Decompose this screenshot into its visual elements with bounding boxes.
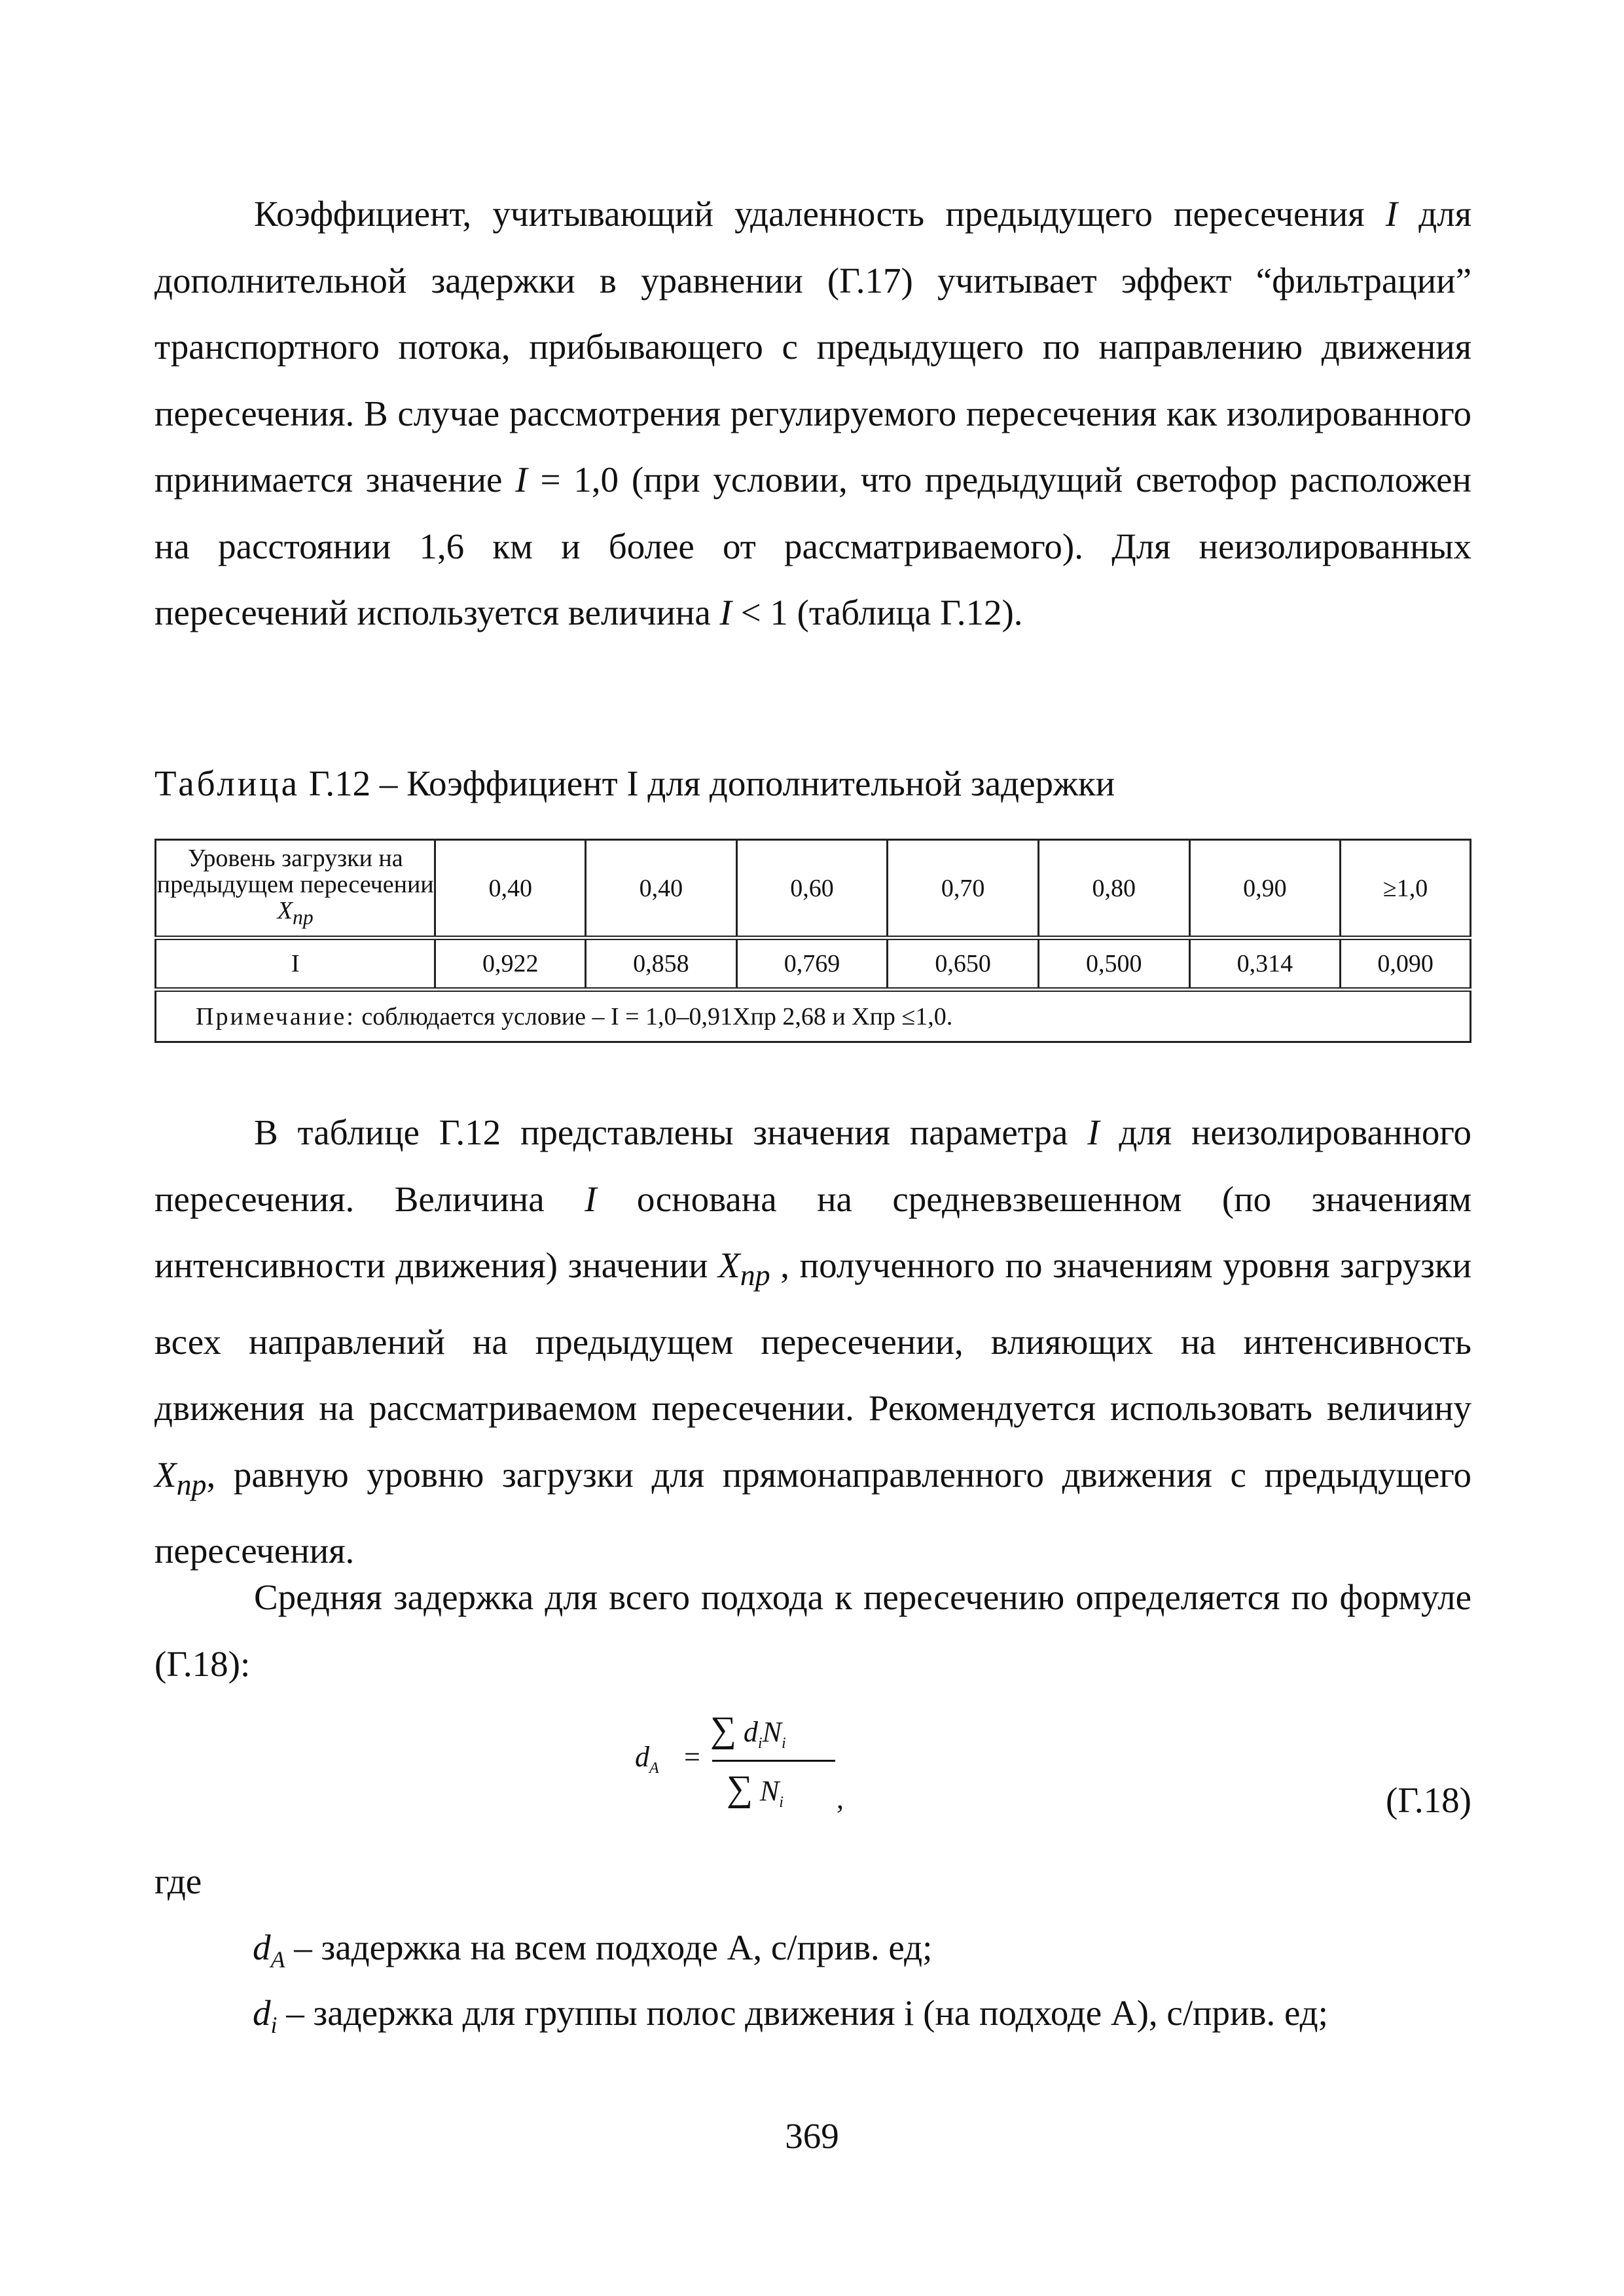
paragraph-filtration-coefficient: Коэффициент, учитывающий удаленность предыдущего пересечения I для дополнительной задержки в уравнении (Г.17) учитывает эффект “фильтрации” транспортного потока, прибывающего с предыдущего по направлению движения пересечения. В случае рассмотрения регулируемого пересечения как изолированного принимается значение I = 1,0 (при условии, что предыдущий светофор расположен на расстоянии 1,6 км и более от рассматриваемого). Для неизолированных пересечений используется величина I < 1 (таблица Г.12). — [154, 194, 1471, 632]
definition-d-i: $d_i$ – задержка для группы полос движения i (на подходе А), с/прив. ед; — [253, 1993, 1328, 2038]
table-row-note — [156, 990, 1471, 1042]
i-value-cell: 0,858 — [586, 938, 737, 990]
i-value-cell: 0,314 — [1189, 938, 1341, 990]
where-label: где — [154, 1861, 202, 1901]
formula-g18 — [628, 1702, 890, 1833]
sum-sign-icon: ∑ — [727, 1768, 753, 1809]
sum-sign-icon: ∑ — [710, 1709, 736, 1750]
paragraph-formula-intro: Средняя задержка для всего подхода к пересечению определяется по формуле (Г.18): — [154, 1577, 1471, 1684]
definition-d-a: $d_A$ – задержка на всем подходе А, с/прив. ед; — [253, 1927, 933, 1973]
paragraph-table-explanation: В таблице Г.12 представлены значения параметра I для неизолированного пересечения. Величина I основана на средневзвешенном (по значениям интенсивности движения) значении $X_{пр}$ , полученного по значениям уровня загрузки всех направлений на предыдущем пересечении, влияющих на интенсивность движения на рассматриваемом пересечении. Рекомендуется использовать величину $X_{пр}$, равную уровню загрузки для прямонаправленного движения с предыдущего пересечения. — [154, 1112, 1472, 1571]
coefficient-table — [154, 839, 1471, 1043]
x-value-cell: 0,80 — [1038, 840, 1189, 938]
formula-denominator: ∑ $N_i$ — [727, 1768, 784, 1811]
fraction-bar — [712, 1760, 835, 1762]
i-value-cell: 0,650 — [888, 938, 1039, 990]
x-value-cell: 0,70 — [888, 840, 1039, 938]
i-value-cell: 0,500 — [1038, 938, 1189, 990]
table-row-coefficient — [156, 938, 1471, 990]
formula-number: (Г.18) — [1386, 1780, 1471, 1820]
table-row-load-level — [156, 840, 1471, 938]
header-load-level: Уровень загрузки на предыдущем пересечении $X_{пр}$ — [156, 840, 435, 938]
page-number: 369 — [785, 2116, 839, 2156]
formula-lhs: $d_A$ — [635, 1741, 659, 1777]
i-value-cell: 0,090 — [1341, 938, 1471, 990]
formula-equals: = — [684, 1741, 700, 1773]
x-value-cell: 0,40 — [586, 840, 737, 938]
table-caption: Таблица Г.12 – Коэффициент I для дополнительной задержки — [154, 763, 1115, 803]
x-value-cell: 0,60 — [736, 840, 888, 938]
x-value-cell: 0,90 — [1189, 840, 1341, 938]
formula-numerator: ∑ $d_iN_i$ — [710, 1709, 786, 1752]
row-label-i: I — [156, 938, 435, 990]
i-value-cell: 0,769 — [736, 938, 888, 990]
formula-comma: , — [837, 1783, 844, 1815]
x-value-cell: ≥1,0 — [1341, 840, 1471, 938]
table-note: Примечание: соблюдается условие – I = 1,0–0,91Xпр 2,68 и Xпр ≤1,0. — [156, 990, 1471, 1042]
x-value-cell: 0,40 — [435, 840, 586, 938]
i-value-cell: 0,922 — [435, 938, 586, 990]
